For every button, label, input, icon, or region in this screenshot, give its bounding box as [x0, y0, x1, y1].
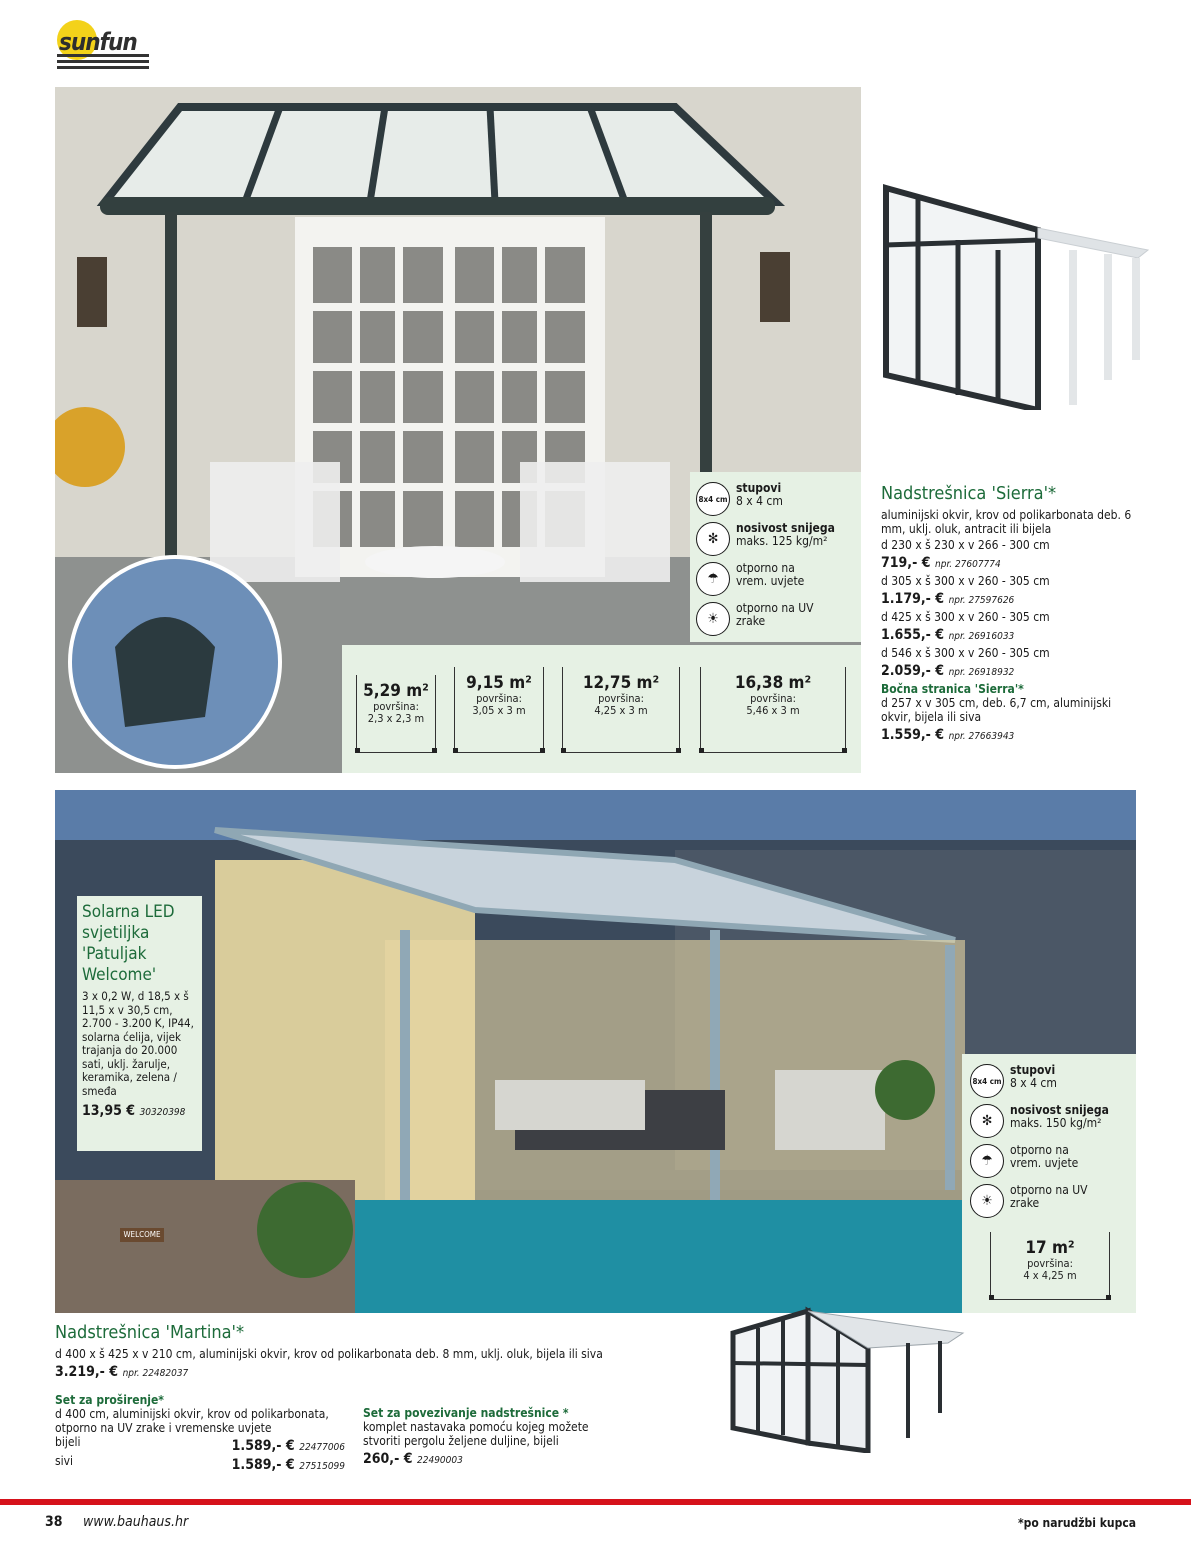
spec-value: otporno na UV zrake	[736, 601, 814, 628]
spec-snow	[696, 522, 855, 556]
price: 1.655,- €	[881, 627, 944, 643]
area-label: površina:	[373, 700, 419, 713]
extension-row-grey	[55, 1454, 345, 1473]
spec-posts	[970, 1064, 1128, 1098]
posts-icon: 8x4 cm	[696, 482, 730, 516]
color-label: sivi	[55, 1454, 74, 1468]
price: 719,- €	[881, 555, 931, 571]
extension-set	[55, 1393, 345, 1473]
area-box-1	[356, 675, 436, 753]
martina-price-row	[55, 1361, 715, 1380]
lamp-title: Solarna LED svjetiljka 'Patuljak Welcome'	[82, 902, 175, 985]
area-box-4	[700, 667, 846, 753]
page-number: 38	[45, 1514, 63, 1530]
article-number: 22490003	[417, 1455, 463, 1466]
spec-value: maks. 125 kg/m²	[736, 534, 828, 548]
side-panel-description: d 257 x v 305 cm, deb. 6,7 cm, aluminijski okvir, bijela ili siva	[881, 696, 1112, 724]
logo-text: sunfun	[59, 28, 137, 56]
article-number: 22477006	[299, 1442, 345, 1453]
martina-area-box	[990, 1232, 1110, 1300]
connect-description: komplet nastavaka pomoću kojeg možete stvoriti pergolu željene duljine, bijeli	[363, 1420, 589, 1448]
spec-posts	[696, 482, 855, 516]
sierra-title: Nadstrešnica 'Sierra'*	[881, 483, 1057, 504]
area-label: površina:	[1027, 1257, 1073, 1270]
spec-label: stupovi	[736, 481, 782, 495]
color-label: bijeli	[55, 1435, 81, 1449]
snowflake-icon: ✻	[970, 1104, 1004, 1138]
sierra-spec-panel	[690, 472, 861, 642]
website-link[interactable]: www.bauhaus.hr	[83, 1514, 189, 1530]
side-panel-title: Bočna stranica 'Sierra'*	[881, 682, 1024, 696]
connect-title: Set za povezivanje nadstrešnice *	[363, 1406, 569, 1420]
uv-icon: ☀	[696, 602, 730, 636]
article-number: 27515099	[299, 1461, 345, 1472]
spec-value: 8 x 4 cm	[1010, 1076, 1057, 1090]
martina-title: Nadstrešnica 'Martina'*	[55, 1322, 245, 1343]
connect-price-row	[363, 1448, 618, 1467]
article-number: npr. 27663943	[948, 731, 1015, 742]
spec-value: otporno na vrem. uvjete	[1010, 1143, 1079, 1170]
sierra-product-image	[878, 180, 1158, 410]
sierra-area-panel	[342, 645, 861, 773]
price: 1.179,- €	[881, 591, 944, 607]
sierra-price-row-1	[881, 552, 1141, 571]
snowflake-icon: ✻	[696, 522, 730, 556]
welcome-sign: WELCOME	[120, 1228, 164, 1242]
area-size: 3,05 x 3 m	[472, 704, 526, 717]
sierra-dims-1: d 230 x š 230 x v 266 - 300 cm	[881, 538, 1050, 552]
martina-spec-panel	[962, 1054, 1136, 1313]
area-value: 9,15 m²	[466, 673, 532, 693]
order-note: *po narudžbi kupca	[1018, 1516, 1136, 1530]
sierra-info	[881, 483, 1141, 743]
area-value: 17 m²	[1025, 1238, 1075, 1258]
price: 1.589,- €	[231, 1457, 295, 1473]
article-number: npr. 27607774	[935, 559, 1001, 570]
area-size: 5,46 x 3 m	[746, 704, 800, 717]
lamp-description: 3 x 0,2 W, d 18,5 x š 11,5 x v 30,5 cm, 2.700 - 3.200 K, IP44, solarna ćelija, vijek trajanja do 20.000 sati, uklj. žarulje, keramika, zelena / smeđa	[82, 989, 194, 1098]
spec-value: otporno na UV zrake	[1010, 1183, 1088, 1210]
area-size: 4,25 x 3 m	[594, 704, 648, 717]
lamp-panel	[77, 896, 202, 1151]
spec-weather	[970, 1144, 1128, 1178]
spec-uv	[970, 1184, 1128, 1218]
sierra-dims-2: d 305 x š 300 x v 260 - 305 cm	[881, 574, 1050, 588]
footer-divider	[0, 1499, 1191, 1505]
price: 13,95 €	[82, 1103, 135, 1119]
article-number: npr. 22482037	[122, 1368, 189, 1379]
spec-value: maks. 150 kg/m²	[1010, 1116, 1102, 1130]
sierra-description: aluminijski okvir, krov od polikarbonata deb. 6 mm, uklj. oluk, antracit ili bijela	[881, 508, 1132, 536]
sierra-price-row-4	[881, 660, 1141, 679]
side-panel-price-row	[881, 724, 1141, 743]
extension-title: Set za proširenje*	[55, 1393, 164, 1407]
area-value: 16,38 m²	[734, 673, 812, 693]
article-number: 30320398	[139, 1107, 186, 1118]
uv-icon: ☀	[970, 1184, 1004, 1218]
spec-snow	[970, 1104, 1128, 1138]
weather-icon: ☂	[696, 562, 730, 596]
area-label: površina:	[750, 692, 796, 705]
extension-description: d 400 cm, aluminijski okvir, krov od polikarbonata, otporno na UV zrake i vremenske uvjete	[55, 1407, 329, 1435]
spec-value: 8 x 4 cm	[736, 494, 783, 508]
area-label: površina:	[598, 692, 644, 705]
spec-weather	[696, 562, 855, 596]
article-number: npr. 26918932	[948, 667, 1015, 678]
price: 1.559,- €	[881, 727, 944, 743]
price: 3.219,- €	[55, 1364, 118, 1380]
area-box-3	[562, 667, 680, 753]
sierra-dims-4: d 546 x š 300 x v 260 - 305 cm	[881, 646, 1050, 660]
spec-value: otporno na vrem. uvjete	[736, 561, 805, 588]
extension-row-white	[55, 1435, 345, 1454]
spec-label: stupovi	[1010, 1063, 1056, 1077]
spec-uv	[696, 602, 855, 636]
spec-label: nosivost snijega	[736, 521, 835, 535]
spec-label: nosivost snijega	[1010, 1103, 1109, 1117]
article-number: npr. 27597626	[948, 595, 1015, 606]
area-size: 4 x 4,25 m	[1023, 1269, 1077, 1282]
weather-icon: ☂	[970, 1144, 1004, 1178]
martina-description: d 400 x š 425 x v 210 cm, aluminijski okvir, krov od polikarbonata deb. 8 mm, uklj. oluk, bijela ili siva	[55, 1347, 603, 1361]
area-value: 12,75 m²	[582, 673, 660, 693]
sierra-price-row-2	[881, 588, 1141, 607]
martina-info	[55, 1322, 715, 1380]
connect-set	[363, 1406, 618, 1467]
martina-product-image	[728, 1303, 968, 1453]
area-label: površina:	[476, 692, 522, 705]
sierra-dims-3: d 425 x š 300 x v 260 - 305 cm	[881, 610, 1050, 624]
price: 260,- €	[363, 1451, 413, 1467]
posts-icon: 8x4 cm	[970, 1064, 1004, 1098]
sunfun-logo	[55, 14, 151, 76]
price: 2.059,- €	[881, 663, 944, 679]
area-size: 2,3 x 2,3 m	[367, 712, 425, 725]
area-box-2	[454, 667, 544, 753]
area-value: 5,29 m²	[363, 681, 429, 701]
lamp-price-row	[82, 1100, 197, 1119]
sierra-price-row-3	[881, 624, 1141, 643]
article-number: npr. 26916033	[948, 631, 1015, 642]
price: 1.589,- €	[231, 1438, 295, 1454]
